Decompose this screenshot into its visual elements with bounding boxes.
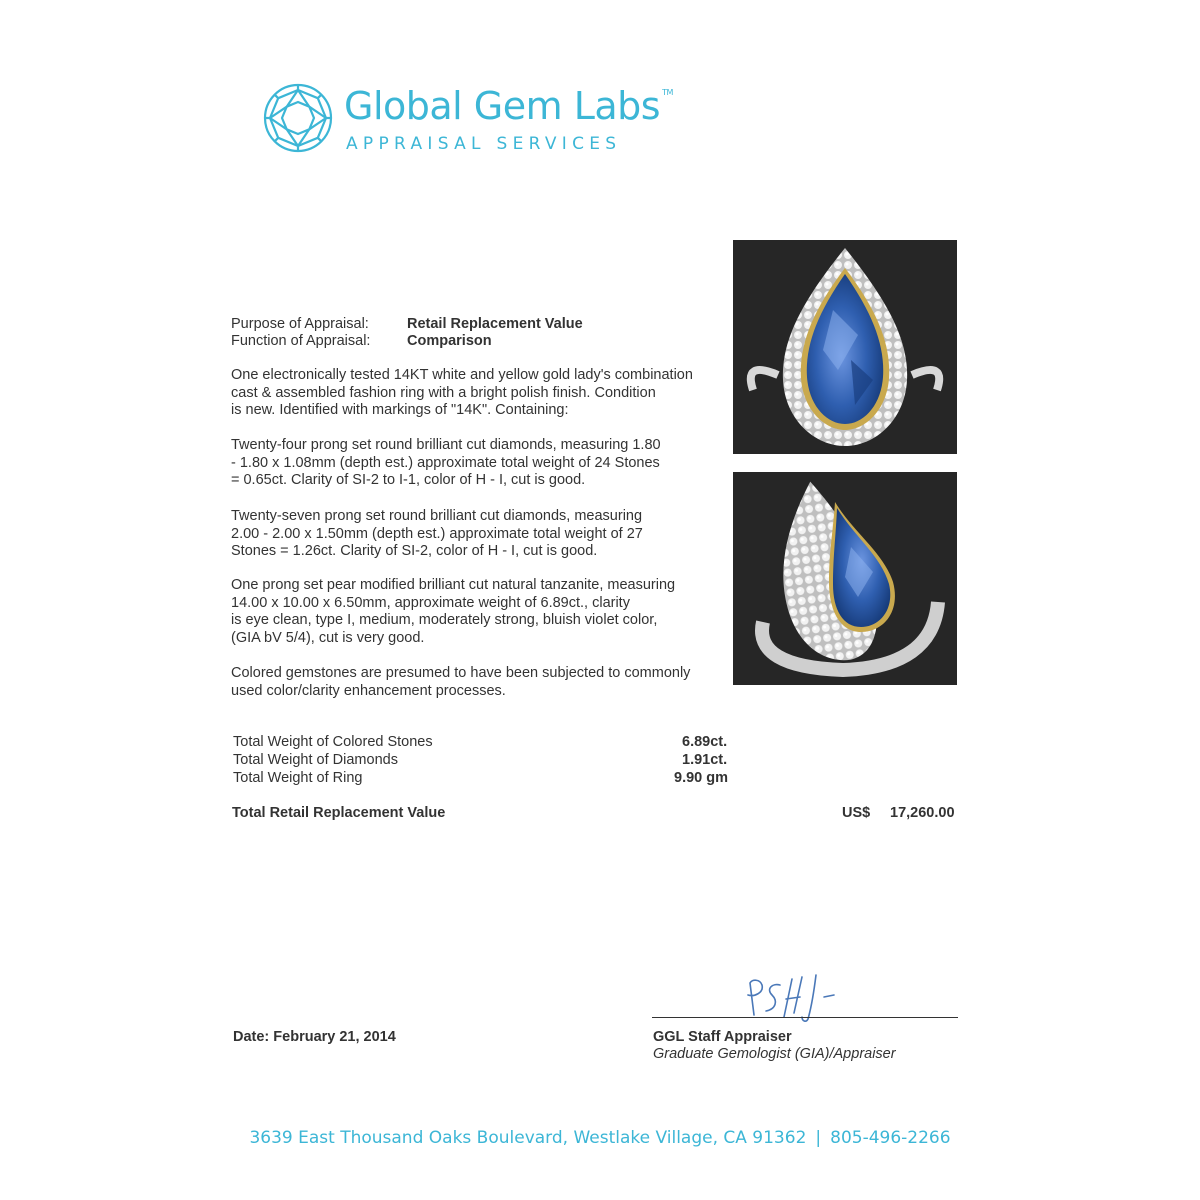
footer-contact	[0, 1128, 1200, 1148]
purpose-label: Purpose of Appraisal:	[231, 316, 369, 332]
ring-side-photo	[733, 472, 957, 685]
total-colored-stones-label: Total Weight of Colored Stones	[233, 734, 433, 750]
company-logo	[262, 82, 673, 162]
footer-phone: 805-496-2266	[830, 1128, 951, 1148]
function-value: Comparison	[407, 333, 492, 349]
total-ring-weight-label: Total Weight of Ring	[233, 770, 363, 786]
footer-separator: |	[815, 1128, 822, 1148]
appraisal-date: Date: February 21, 2014	[233, 1029, 396, 1045]
retail-value-amount: 17,260.00	[890, 805, 955, 821]
total-diamonds-value: 1.91ct.	[682, 752, 728, 768]
function-label: Function of Appraisal:	[231, 333, 371, 349]
total-diamonds-label: Total Weight of Diamonds	[233, 752, 398, 768]
diamond-facet-icon	[262, 82, 334, 154]
description-paragraph-1: One electronically tested 14KT white and yellow gold lady's combination cast & assembled fashion ring with a bright polish finish. Condition is new. Identified with markings of "14K". Containing:	[231, 367, 693, 419]
description-paragraph-4: One prong set pear modified brilliant cut natural tanzanite, measuring 14.00 x 10.00 x 6.50mm, approximate weight of 6.89ct., clarity is eye clean, type I, medium, moderately strong, bluish violet color, (GIA bV 5/4), cut is very good.	[231, 577, 676, 646]
description-paragraph-2: Twenty-four prong set round brilliant cut diamonds, measuring 1.80 - 1.80 x 1.08mm (depth est.) approximate total weight of 24 Stones = 0.65ct. Clarity of SI-2 to I-1, color of H - I, cut is good.	[231, 437, 661, 489]
total-colored-stones-value: 6.89ct.	[682, 734, 728, 750]
purpose-value: Retail Replacement Value	[407, 316, 583, 332]
signature-mark	[720, 965, 850, 1025]
description-paragraph-5: Colored gemstones are presumed to have been subjected to commonly used color/clarity enhancement processes.	[231, 665, 691, 699]
footer-address: 3639 East Thousand Oaks Boulevard, Westlake Village, CA 91362	[249, 1128, 807, 1148]
logo-trademark: TM	[662, 88, 673, 97]
appraiser-title: Graduate Gemologist (GIA)/Appraiser	[653, 1046, 896, 1062]
retail-value-currency: US$	[842, 805, 871, 821]
signature-line	[652, 1017, 958, 1018]
total-ring-weight-value: 9.90 gm	[674, 770, 728, 786]
logo-title: Global Gem Labs	[344, 84, 661, 128]
ring-top-photo	[733, 240, 957, 454]
logo-subtitle: APPRAISAL SERVICES	[346, 134, 622, 154]
appraiser-name: GGL Staff Appraiser	[653, 1029, 792, 1045]
description-paragraph-3: Twenty-seven prong set round brilliant cut diamonds, measuring 2.00 - 2.00 x 1.50mm (depth est.) approximate total weight of 27 Stones = 1.26ct. Clarity of SI-2, color of H - I, cut is good.	[231, 508, 643, 560]
ring-top-image-icon	[733, 240, 957, 454]
retail-value-label: Total Retail Replacement Value	[232, 805, 446, 821]
ring-side-image-icon	[733, 472, 957, 685]
